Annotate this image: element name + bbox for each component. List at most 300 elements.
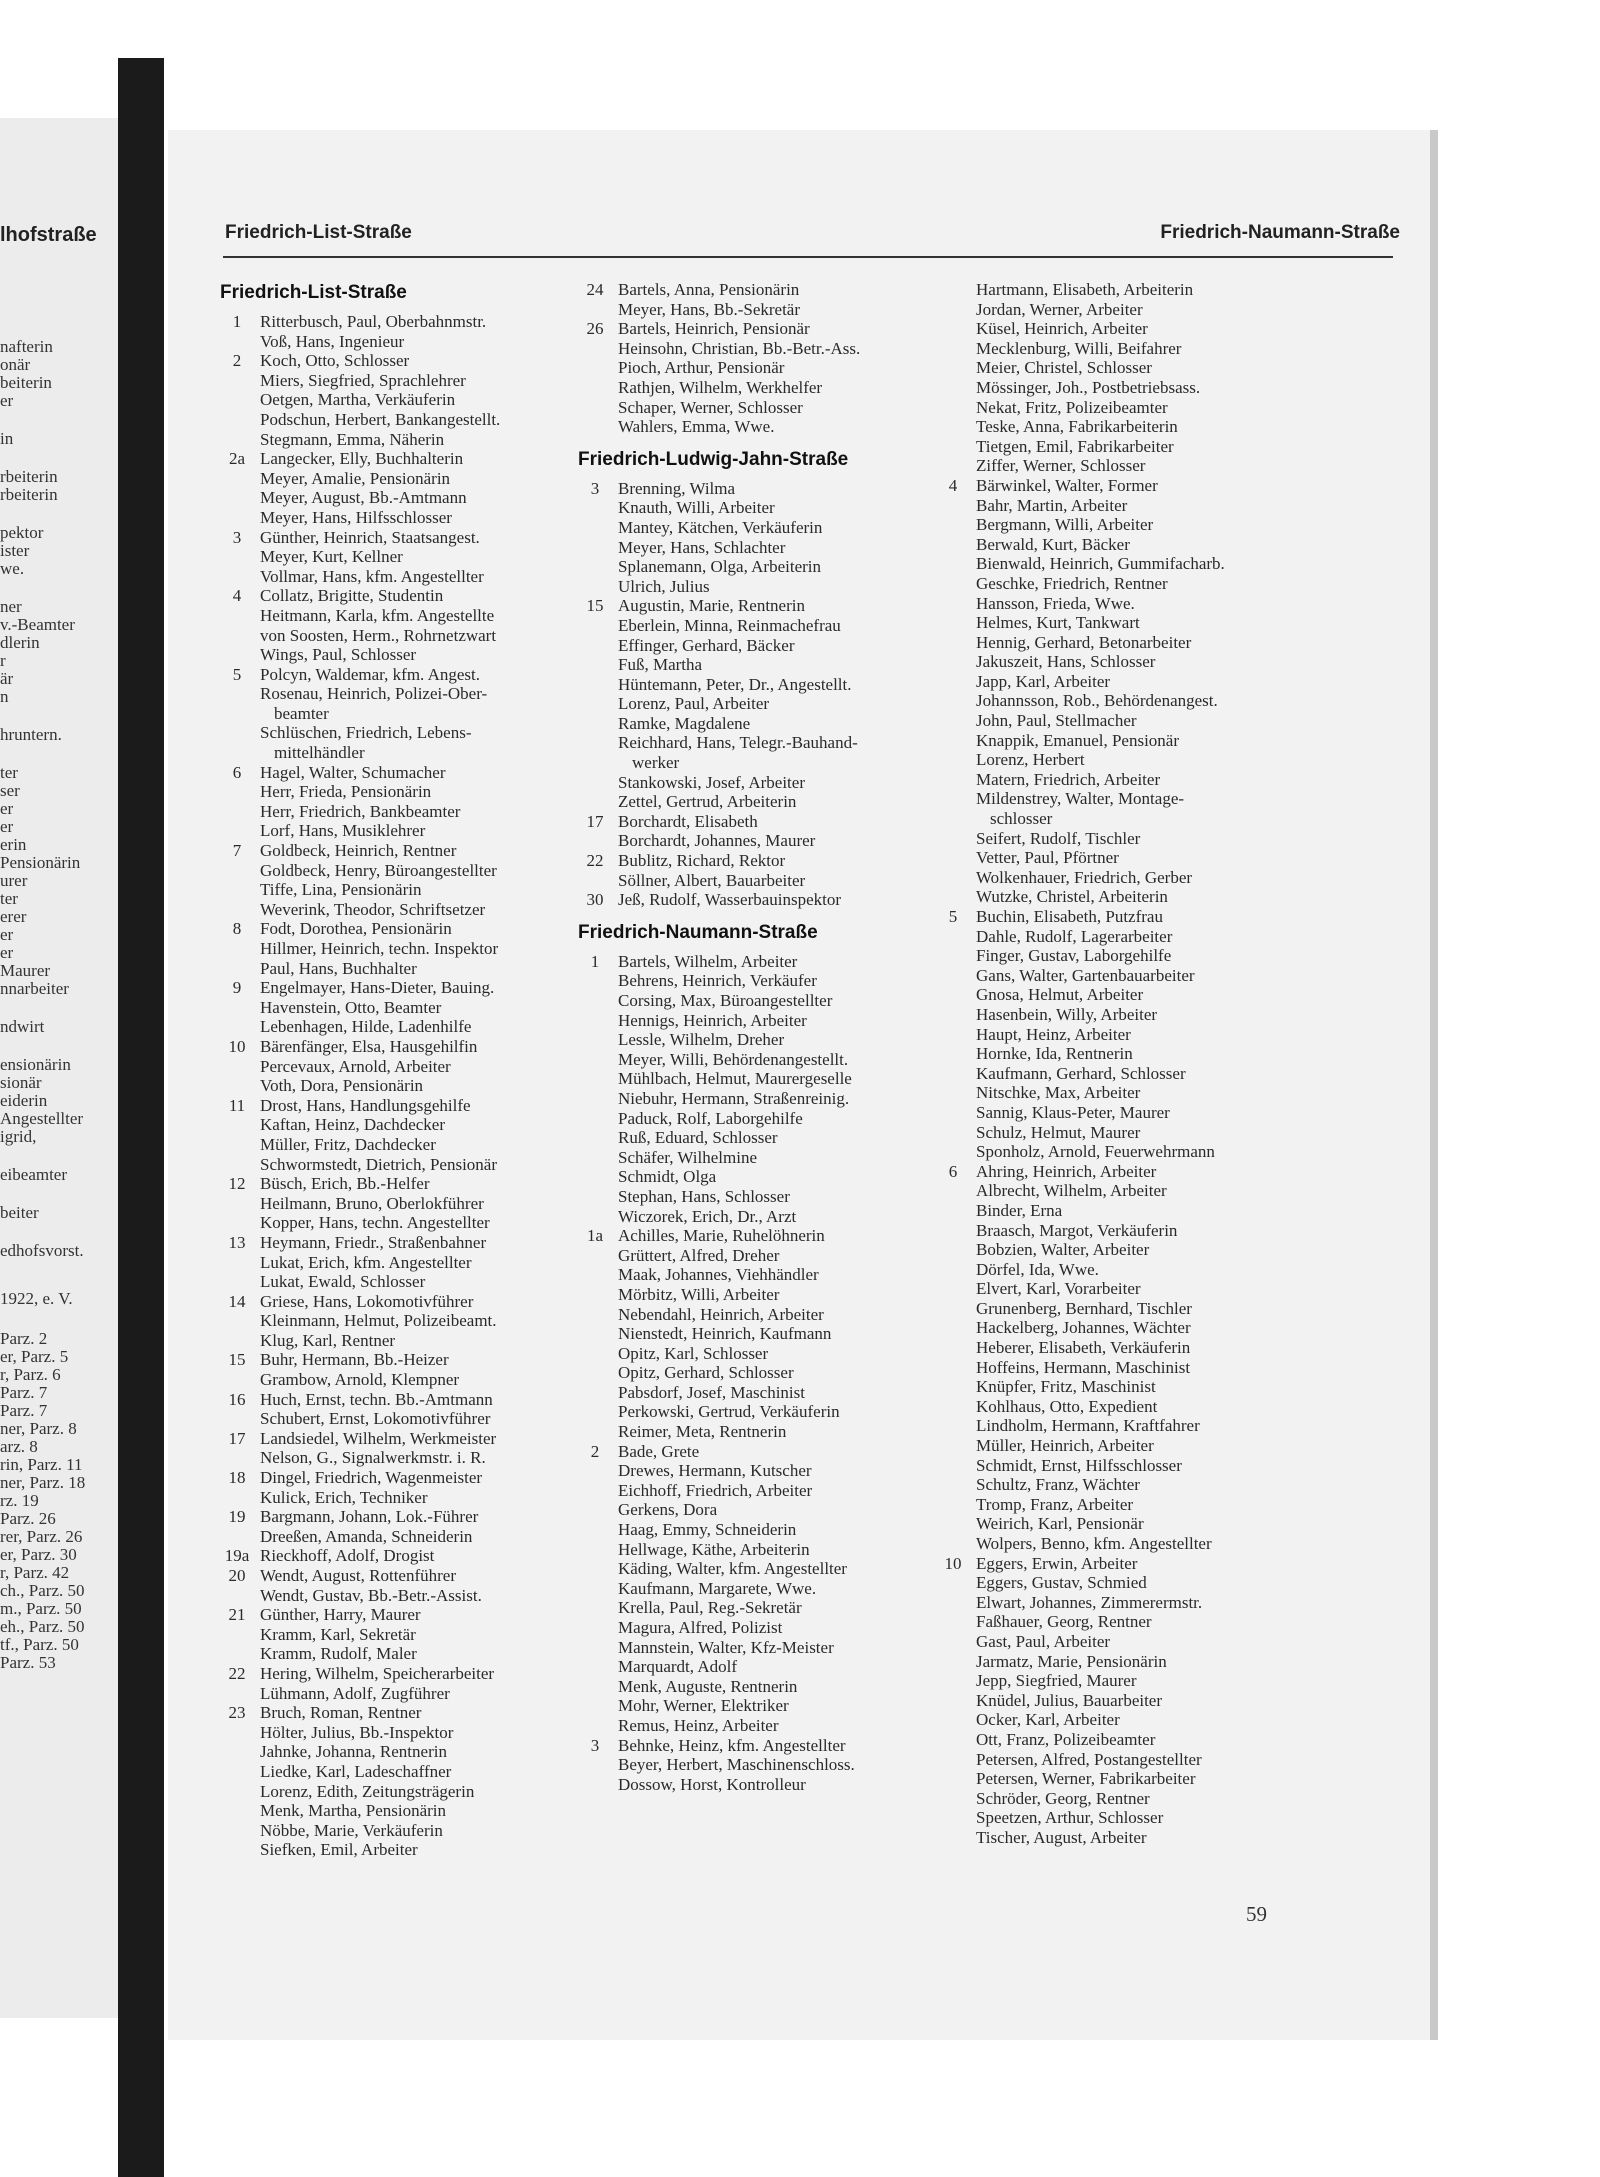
resident-entry [578, 339, 938, 359]
previous-page-line: beiter [0, 1203, 39, 1222]
resident-name: Zettel, Gertrud, Arbeiterin [618, 792, 797, 812]
previous-page-line: sionär [0, 1073, 42, 1092]
resident-entry [578, 1442, 938, 1462]
resident-entry [578, 479, 938, 499]
resident-entry [220, 606, 580, 626]
previous-page-line: rbeiterin [0, 467, 58, 486]
previous-page-line: m., Parz. 50 [0, 1599, 82, 1618]
resident-name: Hoffeins, Hermann, Maschinist [976, 1357, 1191, 1377]
resident-name: Ulrich, Julius [618, 576, 710, 596]
house-number: 11 [228, 1095, 246, 1115]
resident-name: Engelmayer, Hans-Dieter, Bauing. [260, 978, 495, 998]
resident-entry [220, 332, 580, 352]
resident-name: Goldbeck, Henry, Büroangestellter [260, 860, 497, 880]
resident-entry [936, 476, 1296, 496]
resident-entry [936, 1260, 1296, 1280]
previous-page-line: r, Parz. 42 [0, 1563, 70, 1582]
resident-name: Tromp, Franz, Arbeiter [976, 1494, 1134, 1514]
resident-name: Müller, Heinrich, Arbeiter [976, 1436, 1154, 1456]
resident-entry [578, 1050, 938, 1070]
resident-entry [220, 665, 580, 685]
resident-name: Haupt, Heinz, Arbeiter [976, 1024, 1131, 1044]
resident-name: Hennig, Gerhard, Betonarbeiter [976, 632, 1192, 652]
previous-page-line: Pensionärin [0, 853, 81, 872]
resident-name: Grüttert, Alfred, Dreher [618, 1245, 780, 1265]
resident-name: Vetter, Paul, Pförtner [976, 848, 1119, 868]
book-spine [118, 58, 164, 2177]
resident-entry [936, 691, 1296, 711]
resident-entry [936, 1181, 1296, 1201]
resident-name: Matern, Friedrich, Arbeiter [976, 769, 1161, 789]
resident-entry [936, 1397, 1296, 1417]
resident-name: Jeß, Rudolf, Wasserbauinspektor [618, 890, 842, 910]
resident-entry [220, 390, 580, 410]
resident-name: Dörfel, Ida, Wwe. [976, 1259, 1099, 1279]
resident-name: Lindholm, Hermann, Kraftfahrer [976, 1416, 1200, 1436]
resident-name: Lorenz, Edith, Zeitungsträgerin [260, 1781, 475, 1801]
resident-name: Gast, Paul, Arbeiter [976, 1631, 1111, 1651]
resident-name: Eggers, Gustav, Schmied [976, 1573, 1147, 1593]
resident-entry [220, 939, 580, 959]
resident-entry [578, 398, 938, 418]
resident-name: Oetgen, Martha, Verkäuferin [260, 390, 456, 410]
resident-name: Augustin, Marie, Rentnerin [618, 596, 805, 616]
resident-name: Schwormstedt, Dietrich, Pensionär [260, 1154, 498, 1174]
resident-entry [220, 1213, 580, 1233]
resident-name: Meyer, Kurt, Kellner [260, 547, 403, 567]
resident-name: Dossow, Horst, Kontrolleur [618, 1774, 806, 1794]
previous-page-header: lhofstraße [0, 224, 97, 246]
resident-entry [220, 1821, 580, 1841]
house-number: 17 [586, 811, 604, 831]
resident-entry [936, 515, 1296, 535]
resident-entry [936, 789, 1296, 809]
resident-entry [578, 1089, 938, 1109]
resident-entry [220, 1448, 580, 1468]
resident-entry [936, 1123, 1296, 1143]
resident-entry [936, 1769, 1296, 1789]
resident-name: Herr, Frieda, Pensionärin [260, 782, 432, 802]
resident-name: Polcyn, Waldemar, kfm. Angest. [260, 664, 481, 684]
resident-entry [578, 1461, 938, 1481]
resident-entry [936, 1730, 1296, 1750]
resident-entry [220, 469, 580, 489]
resident-entry [936, 1652, 1296, 1672]
house-number: 6 [232, 762, 242, 782]
resident-name: Eichhoff, Friedrich, Arbeiter [618, 1480, 813, 1500]
resident-name: John, Paul, Stellmacher [976, 711, 1137, 731]
resident-name: Ruß, Eduard, Schlosser [618, 1128, 778, 1148]
resident-entry [936, 1456, 1296, 1476]
resident-entry [578, 1187, 938, 1207]
previous-page-line: igrid, [0, 1127, 37, 1146]
resident-name: Kaufmann, Margarete, Wwe. [618, 1578, 817, 1598]
resident-name: Hagel, Walter, Schumacher [260, 762, 446, 782]
resident-name: Havenstein, Otto, Beamter [260, 997, 442, 1017]
resident-entry [220, 919, 580, 939]
resident-name: Pabsdorf, Josef, Maschinist [618, 1382, 805, 1402]
previous-page-line: rbeiterin [0, 485, 58, 504]
resident-entry [220, 351, 580, 371]
resident-entry [578, 1383, 938, 1403]
resident-name: Rieckhoff, Adolf, Drogist [260, 1546, 435, 1566]
resident-name: Behrens, Heinrich, Verkäufer [618, 971, 817, 991]
resident-name: Tiffe, Lina, Pensionärin [260, 880, 422, 900]
resident-entry [578, 538, 938, 558]
resident-entry [220, 312, 580, 332]
resident-entry [936, 1789, 1296, 1809]
resident-entry [220, 1370, 580, 1390]
previous-page-line: ter [0, 889, 18, 908]
resident-entry [936, 927, 1296, 947]
resident-name: Nelson, G., Signalwerkmstr. i. R. [260, 1448, 486, 1468]
resident-name: Albrecht, Wilhelm, Arbeiter [976, 1181, 1167, 1201]
resident-name: Mössinger, Joh., Postbetriebsass. [976, 377, 1201, 397]
resident-entry [220, 508, 580, 528]
resident-entry [936, 1514, 1296, 1534]
previous-page-line: n [0, 687, 9, 706]
resident-entry [220, 1017, 580, 1037]
resident-entry [578, 498, 938, 518]
resident-name: Faßhauer, Georg, Rentner [976, 1612, 1152, 1632]
resident-entry [578, 1618, 938, 1638]
resident-entry [220, 1350, 580, 1370]
street-heading: Friedrich-Ludwig-Jahn-Straße [578, 448, 849, 470]
resident-name: Jakuszeit, Hans, Schlosser [976, 652, 1156, 672]
resident-entry [220, 1625, 580, 1645]
resident-entry [936, 1436, 1296, 1456]
resident-entry [220, 1605, 580, 1625]
house-number: 15 [586, 596, 604, 616]
resident-entry [220, 959, 580, 979]
previous-page-line: er [0, 925, 14, 944]
resident-entry [220, 1409, 580, 1429]
resident-entry [936, 985, 1296, 1005]
resident-name: Perkowski, Gertrud, Verkäuferin [618, 1402, 840, 1422]
resident-entry [220, 1155, 580, 1175]
resident-name: Müller, Fritz, Dachdecker [260, 1134, 436, 1154]
resident-name: Lühmann, Adolf, Zugführer [260, 1683, 450, 1703]
house-number: 2 [590, 1441, 600, 1461]
resident-entry [220, 430, 580, 450]
resident-name: Ramke, Magdalene [618, 713, 751, 733]
resident-entry [220, 449, 580, 469]
resident-entry [220, 743, 580, 763]
resident-name: Klug, Karl, Rentner [260, 1330, 396, 1350]
resident-name: Bobzien, Walter, Arbeiter [976, 1240, 1150, 1260]
resident-entry [220, 1194, 580, 1214]
resident-name: Heymann, Friedr., Straßenbahner [260, 1232, 487, 1252]
previous-page-line: Parz. 2 [0, 1329, 48, 1348]
resident-entry [220, 1057, 580, 1077]
resident-name: Mohr, Werner, Elektriker [618, 1696, 789, 1716]
resident-entry [578, 871, 938, 891]
resident-entry [220, 1742, 580, 1762]
resident-name: Käding, Walter, kfm. Angestellter [618, 1559, 847, 1579]
previous-page-line: Parz. 26 [0, 1509, 56, 1528]
resident-entry [220, 1546, 580, 1566]
resident-name: Eggers, Erwin, Arbeiter [976, 1553, 1138, 1573]
resident-name: Jepp, Siegfried, Maurer [976, 1671, 1137, 1691]
house-number: 8 [232, 919, 242, 939]
house-number: 9 [232, 978, 242, 998]
resident-name: Hartmann, Elisabeth, Arbeiterin [976, 280, 1194, 299]
resident-entry [220, 371, 580, 391]
resident-name: Stankowski, Josef, Arbeiter [618, 772, 805, 792]
resident-entry [578, 773, 938, 793]
resident-name: Hellwage, Käthe, Arbeiterin [618, 1539, 810, 1559]
resident-name: Nebendahl, Heinrich, Arbeiter [618, 1304, 824, 1324]
house-number: 6 [948, 1161, 958, 1181]
resident-entry [936, 456, 1296, 476]
column-2 [578, 280, 938, 1794]
resident-entry [578, 675, 938, 695]
resident-entry [936, 1025, 1296, 1045]
resident-name: Ahring, Heinrich, Arbeiter [976, 1161, 1157, 1181]
resident-entry [936, 1299, 1296, 1319]
resident-name: Wendt, Gustav, Bb.-Betr.-Assist. [260, 1585, 482, 1605]
house-number: 12 [228, 1174, 246, 1194]
house-number: 15 [228, 1350, 246, 1370]
resident-entry [936, 398, 1296, 418]
resident-name: Tietgen, Emil, Fabrikarbeiter [976, 436, 1174, 456]
resident-entry [936, 868, 1296, 888]
resident-name: Bartels, Heinrich, Pensionär [618, 319, 810, 339]
street-heading: Friedrich-Naumann-Straße [578, 921, 818, 943]
resident-name: Hennigs, Heinrich, Arbeiter [618, 1010, 807, 1030]
resident-entry [936, 1358, 1296, 1378]
resident-entry [578, 616, 938, 636]
house-number: 3 [232, 527, 242, 547]
resident-entry [578, 280, 938, 300]
house-number: 5 [948, 907, 958, 926]
resident-entry [936, 750, 1296, 770]
resident-entry [936, 1495, 1296, 1515]
previous-page-line: erer [0, 907, 27, 926]
resident-entry [220, 723, 580, 743]
resident-entry [936, 1318, 1296, 1338]
resident-name: Behnke, Heinz, kfm. Angestellter [618, 1735, 846, 1755]
previous-page-line: Angestellter [0, 1109, 84, 1128]
resident-entry [220, 1096, 580, 1116]
resident-name: mittelhändler [274, 743, 365, 763]
resident-name: Bargmann, Johann, Lok.-Führer [260, 1507, 479, 1527]
resident-name: Dreeßen, Amanda, Schneiderin [260, 1526, 473, 1546]
resident-entry [578, 1481, 938, 1501]
resident-entry [220, 802, 580, 822]
resident-entry [936, 652, 1296, 672]
resident-name: Borchardt, Johannes, Maurer [618, 831, 816, 851]
resident-name: Hansson, Frieda, Wwe. [976, 593, 1135, 613]
resident-name: Pioch, Arthur, Pensionär [618, 358, 785, 378]
resident-entry [936, 300, 1296, 320]
resident-entry [936, 417, 1296, 437]
resident-entry [936, 535, 1296, 555]
resident-name: Stephan, Hans, Schlosser [618, 1186, 790, 1206]
resident-name: Marquardt, Adolf [618, 1657, 737, 1677]
resident-name: Kramm, Karl, Sekretär [260, 1624, 416, 1644]
resident-name: Schaper, Werner, Schlosser [618, 397, 803, 417]
resident-entry [936, 1240, 1296, 1260]
resident-name: Knüpfer, Fritz, Maschinist [976, 1377, 1156, 1397]
resident-name: Lorenz, Paul, Arbeiter [618, 694, 770, 714]
resident-entry [220, 763, 580, 783]
resident-name: Maak, Johannes, Viehhändler [618, 1265, 819, 1285]
street-heading: Friedrich-List-Straße [220, 282, 407, 303]
resident-entry [578, 1736, 938, 1756]
previous-page-line: nafterin [0, 337, 53, 356]
previous-page-line: pektor [0, 523, 44, 542]
resident-name: Podschun, Herbert, Bankangestellt. [260, 409, 501, 429]
house-number: 1a [586, 1226, 604, 1246]
resident-entry [578, 378, 938, 398]
resident-entry [220, 1115, 580, 1135]
previous-page-line: eiderin [0, 1091, 48, 1110]
page-number: 59 [1246, 1902, 1267, 1926]
previous-page-line: 1922, e. V. [0, 1289, 73, 1308]
previous-page-line: arz. 8 [0, 1437, 38, 1456]
resident-name: Brenning, Wilma [618, 478, 736, 498]
resident-name: Haag, Emmy, Schneiderin [618, 1520, 797, 1540]
resident-name: Buchin, Elisabeth, Putzfrau [976, 907, 1163, 926]
resident-entry [220, 1723, 580, 1743]
resident-name: Heberer, Elisabeth, Verkäuferin [976, 1338, 1191, 1358]
column-3 [936, 280, 1296, 1848]
resident-name: Binder, Erna [976, 1200, 1063, 1220]
house-number: 22 [228, 1663, 246, 1683]
resident-name: Mildenstrey, Walter, Montage- [976, 789, 1185, 809]
resident-entry [578, 991, 938, 1011]
resident-entry [578, 952, 938, 972]
resident-entry [578, 358, 938, 378]
resident-entry [220, 567, 580, 587]
resident-name: Magura, Alfred, Polizist [618, 1618, 783, 1637]
previous-page-fragment [0, 118, 135, 2018]
previous-page-line: r [0, 651, 6, 670]
resident-entry [220, 841, 580, 861]
resident-entry [578, 300, 938, 320]
resident-name: Kleinmann, Helmut, Polizeibeamt. [260, 1311, 497, 1331]
resident-name: Schäfer, Wilhelmine [618, 1147, 757, 1167]
resident-name: Bienwald, Heinrich, Gummifacharb. [976, 554, 1225, 574]
resident-entry [220, 782, 580, 802]
previous-page-line: er, Parz. 30 [0, 1545, 77, 1564]
resident-entry [578, 1363, 938, 1383]
resident-entry [578, 792, 938, 812]
resident-name: Günther, Harry, Maurer [260, 1605, 421, 1625]
resident-entry [936, 1710, 1296, 1730]
resident-entry [220, 1762, 580, 1782]
resident-name: Buhr, Hermann, Bb.-Heizer [260, 1350, 449, 1370]
resident-entry [936, 339, 1296, 359]
resident-name: Dahle, Rudolf, Lagerarbeiter [976, 926, 1173, 946]
resident-name: Rosenau, Heinrich, Polizei-Ober- [260, 684, 488, 704]
resident-entry [220, 684, 580, 704]
house-number: 3 [590, 1735, 600, 1755]
resident-entry [578, 518, 938, 538]
resident-entry [578, 812, 938, 832]
directory-page [168, 130, 1430, 2040]
resident-entry [936, 1377, 1296, 1397]
resident-entry [936, 1142, 1296, 1162]
resident-entry [220, 1664, 580, 1684]
resident-name: Hüntemann, Peter, Dr., Angestellt. [618, 674, 852, 694]
resident-name: werker [632, 753, 680, 773]
resident-name: Sponholz, Arnold, Feuerwehrmann [976, 1142, 1215, 1162]
resident-entry [578, 655, 938, 675]
resident-name: Remus, Heinz, Arbeiter [618, 1715, 779, 1735]
resident-name: Gans, Walter, Gartenbauarbeiter [976, 965, 1195, 985]
resident-name: Nitschke, Max, Arbeiter [976, 1083, 1141, 1103]
resident-name: Heinsohn, Christian, Bb.-Betr.-Ass. [618, 338, 861, 358]
resident-entry [220, 704, 580, 724]
previous-page-line: er [0, 799, 14, 818]
resident-entry [578, 1128, 938, 1148]
resident-name: Schmidt, Ernst, Hilfsschlosser [976, 1455, 1182, 1475]
resident-entry [578, 890, 938, 910]
resident-name: Speetzen, Arthur, Schlosser [976, 1808, 1164, 1828]
resident-entry [578, 733, 938, 753]
resident-name: Opitz, Karl, Schlosser [618, 1343, 769, 1363]
house-number: 3 [590, 478, 600, 498]
resident-entry [936, 672, 1296, 692]
resident-entry [578, 1246, 938, 1266]
resident-name: Heitmann, Karla, kfm. Angestellte [260, 605, 495, 625]
resident-entry [578, 1500, 938, 1520]
resident-entry [220, 821, 580, 841]
resident-name: Koch, Otto, Schlosser [260, 351, 410, 371]
resident-name: Elvert, Karl, Vorarbeiter [976, 1279, 1141, 1299]
resident-entry [936, 946, 1296, 966]
resident-entry [936, 770, 1296, 790]
resident-entry [220, 998, 580, 1018]
resident-name: Paul, Hans, Buchhalter [260, 958, 417, 978]
resident-entry [936, 1475, 1296, 1495]
resident-entry [578, 1638, 938, 1658]
resident-entry [220, 978, 580, 998]
house-number: 1 [590, 951, 600, 971]
resident-name: Landsiedel, Wilhelm, Werkmeister [260, 1428, 497, 1448]
house-number: 2a [228, 449, 246, 469]
previous-page-line: ner [0, 597, 22, 616]
house-number: 4 [232, 586, 242, 606]
resident-entry [578, 851, 938, 871]
resident-entry [220, 1488, 580, 1508]
resident-name: Bade, Grete [618, 1441, 700, 1461]
previous-page-line: ter [0, 763, 18, 782]
resident-entry [936, 1279, 1296, 1299]
running-header-right: Friedrich-Naumann-Straße [1160, 222, 1400, 243]
resident-entry [578, 1696, 938, 1716]
resident-name: Lorf, Hans, Musiklehrer [260, 821, 426, 841]
resident-entry [220, 1468, 580, 1488]
resident-entry [578, 1109, 938, 1129]
previous-page-line: eibeamter [0, 1165, 68, 1184]
resident-entry [578, 1030, 938, 1050]
resident-entry [936, 731, 1296, 751]
resident-entry [220, 1507, 580, 1527]
resident-name: Achilles, Marie, Ruhelöhnerin [618, 1226, 825, 1246]
resident-name: Kaftan, Heinz, Dachdecker [260, 1115, 446, 1135]
resident-entry [936, 1593, 1296, 1613]
house-number: 20 [228, 1566, 246, 1585]
resident-entry [578, 753, 938, 773]
resident-name: Gerkens, Dora [618, 1500, 718, 1520]
previous-page-line: in [0, 429, 14, 448]
resident-entry [220, 626, 580, 646]
resident-name: Mannstein, Walter, Kfz-Meister [618, 1637, 834, 1657]
resident-entry [578, 636, 938, 656]
